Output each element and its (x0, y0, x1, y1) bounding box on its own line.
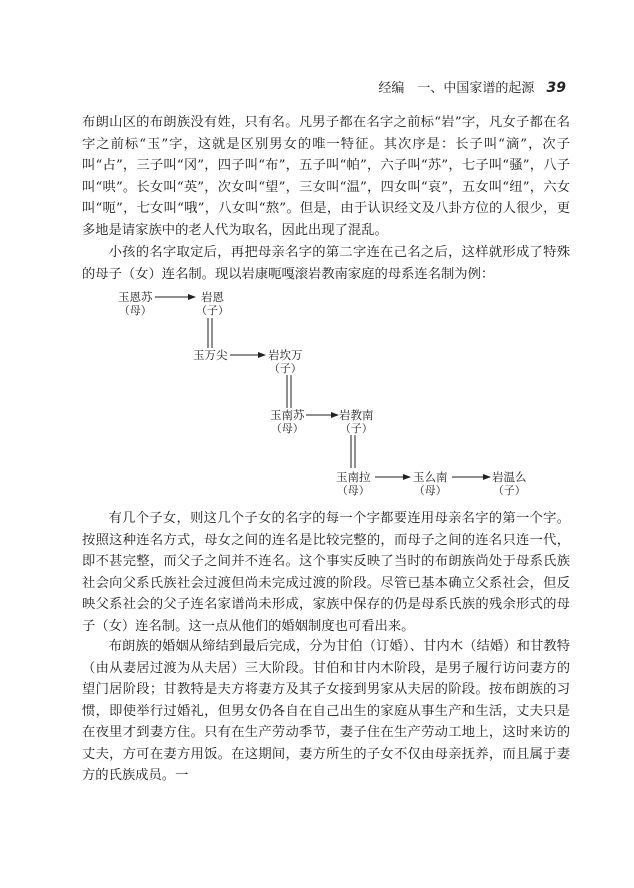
diagram-node (336, 470, 371, 498)
node-role: （子） (196, 304, 229, 317)
node-role: （子） (492, 484, 526, 497)
diagram-node (339, 408, 374, 436)
paragraph-text: 布朗族的婚姻从缔结到最后完成，分为甘伯（订婚）、甘内木（结婚）和甘教特（由从妻居过渡为从夫居）三大阶段。甘伯和甘内木阶段，是男子履行访问妻方的望门居阶段；甘教特是夫方将妻方及其子女接到男家从夫居的阶段。按布朗族的习惯，即使举行过婚礼，但男女仍各自在自己出生的家庭从事生产和生活，丈夫只是在夜里才到妻方住。只有在生产劳动季节，妻子住在生产劳动工地上，这时来访的丈夫，方可在妻方用饭。在这期间，妻方所生的子女不仅由母亲抚养，而且属于妻方的氏族成员。一 (82, 639, 570, 783)
diagram-node (193, 348, 228, 362)
node-role: （母） (336, 484, 370, 497)
header-section: 经编 一、中国家谱的起源 (378, 81, 535, 96)
node-name: 岩坎万 (268, 348, 303, 362)
diagram-node (270, 408, 305, 436)
node-role: （母） (270, 422, 304, 435)
node-name: 玉恩苏 (118, 290, 153, 304)
diagram-node (118, 290, 153, 318)
diagram-node (268, 348, 303, 376)
node-name: 岩教南 (339, 408, 374, 422)
paragraph-text: 布朗山区的布朗族没有姓，只有名。凡男子都在名字之前标“岩”字，凡女子都在名字之前标“玉”字，这就是区别男女的唯一特征。其次序是：长子叫“滴”，次子叫“占”，三子叫“冈”，四子叫“布”，五子叫“帕”，六子叫“苏”，七子叫“骚”，八子叫“哄”。长女叫“英”，次女叫“望”，三女叫“温”，四女叫“哀”，五女叫“纽”，六女叫“呃”，七女叫“哦”，八女叫“熬”。但是，由于认识经文及八卦方位的人很少，更多地是请家族中的老人代为取名，因此出现了混乱。 (82, 115, 570, 238)
paragraph-3 (82, 508, 570, 637)
diagram-node (492, 470, 527, 498)
paragraph-text: 有几个子女，则这几个子女的名字的每一个字都要连用母亲名字的第一个字。按照这种连名方式，母女之间的连名是比较完整的，而母子之间的连名只连一代，即不甚完整，而父子之间并不连名。这个事实反映了当时的布朗族尚处于母系氏族社会向父系氏族社会过渡但尚未完成过渡的阶段。尽管已基本确立父系社会，但反映父系社会的父子连名家谱尚未形成，家族中保存的仍是母系氏族的残余形式的母子（女）连名制。这一点从他们的婚姻制度也可看出来。 (82, 511, 570, 634)
node-role: （母） (413, 484, 447, 497)
node-role: （母） (118, 304, 152, 317)
node-name: 岩温么 (492, 470, 527, 484)
node-role: （子） (268, 362, 302, 375)
node-name: 玉南苏 (270, 408, 305, 422)
node-name: 岩恩 (201, 290, 224, 304)
node-name: 玉万尖 (193, 348, 228, 362)
node-role: （子） (339, 422, 373, 435)
diagram-node (413, 470, 448, 498)
paragraph-4 (82, 636, 570, 787)
node-name: 玉么南 (413, 470, 448, 484)
diagram-node (196, 290, 229, 318)
paragraph-text: 小孩的名字取定后，再把母亲名字的第二字连在己名之后，这样就形成了特殊的母子（女）连名制。现以岩康呃嘎滚岩教南家庭的母系连名制为例： (82, 245, 570, 282)
page-number: 39 (546, 80, 566, 96)
node-name: 玉南拉 (336, 470, 371, 484)
